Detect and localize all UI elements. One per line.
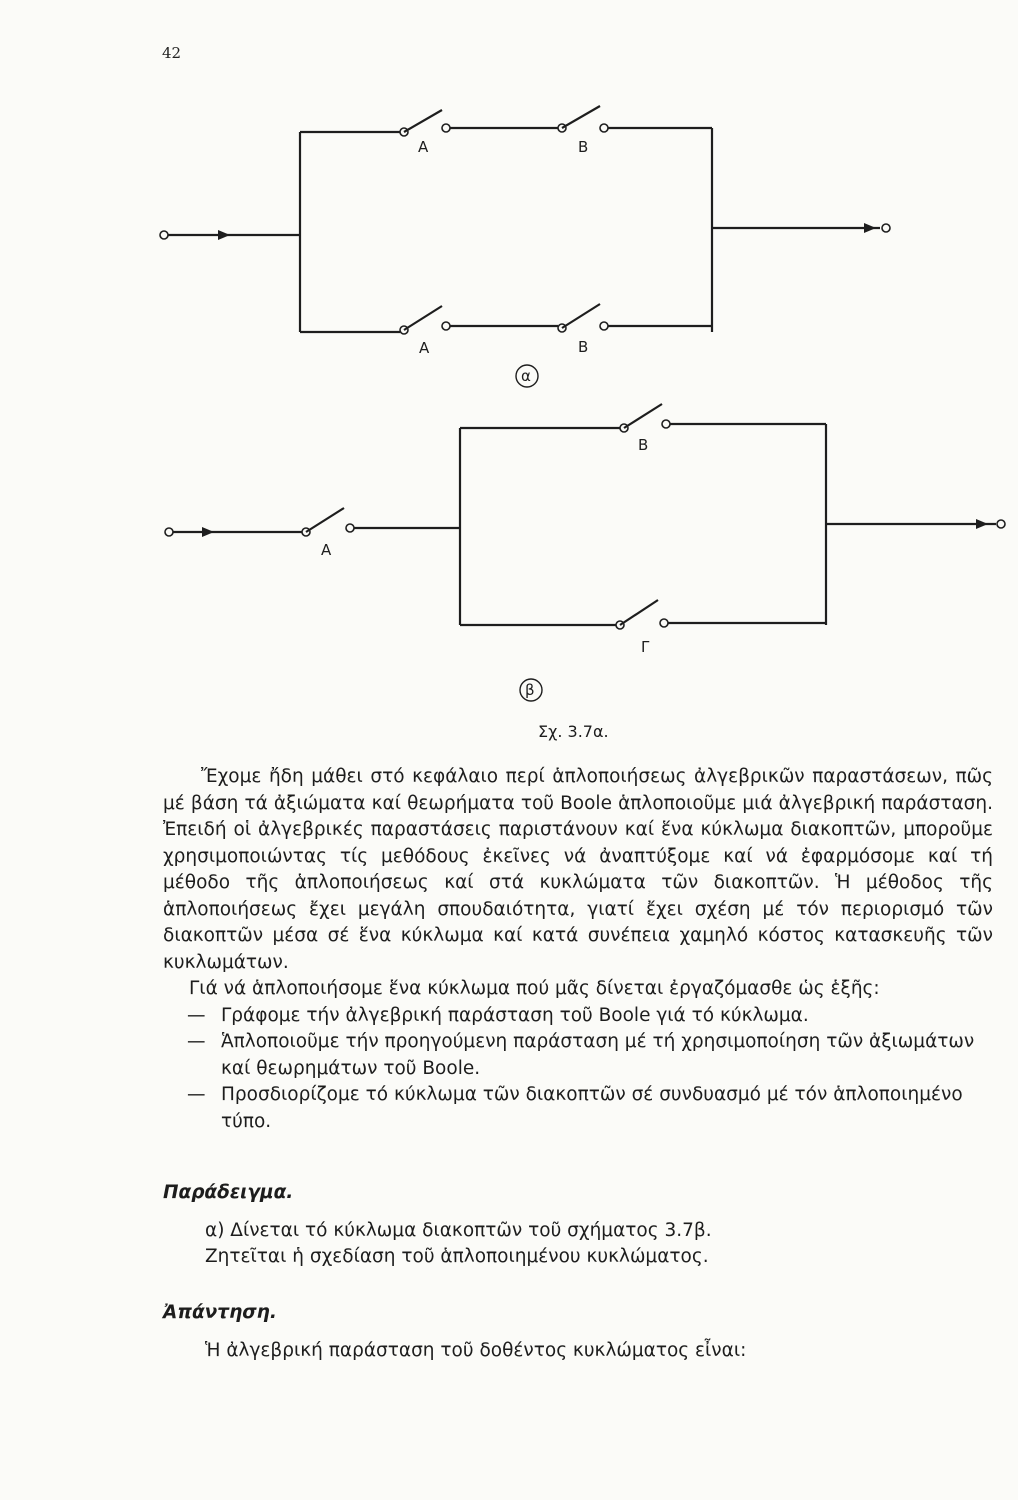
paragraph-2: Γιά νά ἁπλοποιήσομε ἕνα κύκλωμα πού μᾶς δίνεται ἐργαζόμασθε ὡς ἑξῆς: <box>189 978 880 999</box>
figure-caption: Σχ. 3.7α. <box>538 722 609 741</box>
steps-list <box>163 1003 993 1136</box>
switch-b-parallel <box>620 404 670 454</box>
switch-a-series <box>302 508 354 559</box>
answer-line: Ἡ ἀλγεβρική παράσταση τοῦ δοθέντος κυκλώματος εἶναι: <box>205 1340 747 1361</box>
example-line-2: Ζητεῖται ἡ σχεδίαση τοῦ ἁπλοποιημένου κυκλώματος. <box>205 1246 709 1267</box>
switch-a-series-label: A <box>321 541 332 559</box>
switch-b-parallel-label: B <box>638 436 649 454</box>
switch-g-parallel-label: Γ <box>641 638 650 656</box>
list-item <box>163 1003 993 1030</box>
answer-heading: Ἀπάντηση. <box>163 1302 277 1323</box>
list-dash: — <box>187 1084 206 1105</box>
step-text: Προσδιορίζομε τό κύκλωμα τῶν διακοπτῶν σέ συνδυασμό μέ τόν ἁπλοποιημένο τύπο. <box>221 1084 963 1132</box>
diagram-a-output-arrow <box>864 223 876 233</box>
example-heading: Παράδειγμα. <box>163 1182 294 1203</box>
diagram-b-output-terminal <box>997 520 1005 528</box>
example-line-1: α) Δίνεται τό κύκλωμα διακοπτῶν τοῦ σχήματος 3.7β. <box>205 1220 712 1241</box>
list-dash: — <box>187 1031 206 1052</box>
switch-b-bottom-label: B <box>578 338 589 356</box>
switch-g-parallel <box>616 600 668 656</box>
paragraph-1: Ἔχομε ἤδη μάθει στό κεφάλαιο περί ἁπλοποιήσεως ἀλγεβρικῶν παραστάσεων, πῶς μέ βάση τά ἀξιώματα καί θεωρήματα τοῦ Boole ἁπλοποιοῦμε μιά ἀλγεβρική παράσταση. Ἐπειδή οἱ ἀλγεβρικές παραστάσεις παριστάνουν καί ἕνα κύκλωμα διακοπτῶν, μποροῦμε χρησιμοποιώντας τίς μεθόδους ἐκεῖνες νά ἀναπτύξομε καί νά ἐφαρμόσομε καί τή μέθοδο τῆς ἁπλοποιήσεως καί στά κυκλώματα τῶν διακοπτῶν. Ἡ μέθοδος τῆς ἁπλοποιήσεως ἔχει μεγάλη σπουδαιότητα, γιατί ἔχει σχέση μέ τόν περιορισμό τῶν διακοπτῶν μέσα σέ ἕνα κύκλωμα καί κατά συνέπεια χαμηλό κόστος κατασκευῆς τῶν κυκλωμάτων. <box>163 766 993 973</box>
diagram-a-output-terminal <box>882 224 890 232</box>
switch-a-bottom-label: A <box>419 339 430 357</box>
list-dash: — <box>187 1004 206 1026</box>
switch-b-top <box>558 106 608 156</box>
diagram-a-input-arrow <box>218 230 230 240</box>
diagram-a-marker-label: α <box>521 367 531 385</box>
body-text <box>163 764 993 1135</box>
step-text: Ἁπλοποιοῦμε τήν προηγούμενη παράσταση μέ τή χρησιμοποίηση τῶν ἀξιωμάτων καί θεωρημάτων τοῦ Boole. <box>221 1031 975 1079</box>
diagram-b-output-arrow <box>976 519 988 529</box>
switch-b-top-label: B <box>578 138 589 156</box>
diagram-b-input-arrow <box>202 527 214 537</box>
switch-b-bottom <box>558 304 608 356</box>
diagram-a <box>160 106 890 387</box>
step-text: Γράφομε τήν ἀλγεβρική παράσταση τοῦ Boole γιά τό κύκλωμα. <box>221 1004 809 1026</box>
switch-a-bottom <box>400 306 450 357</box>
list-item <box>163 1029 993 1082</box>
diagram-b <box>165 404 1005 701</box>
switch-a-top <box>400 110 450 156</box>
switch-a-top-label: A <box>418 138 429 156</box>
circuit-figure <box>0 0 1018 740</box>
page-number: 42 <box>162 44 182 62</box>
list-item <box>163 1082 993 1135</box>
diagram-b-input-terminal <box>165 528 173 536</box>
diagram-b-marker-label: β <box>525 681 535 699</box>
diagram-a-input-terminal <box>160 231 168 239</box>
